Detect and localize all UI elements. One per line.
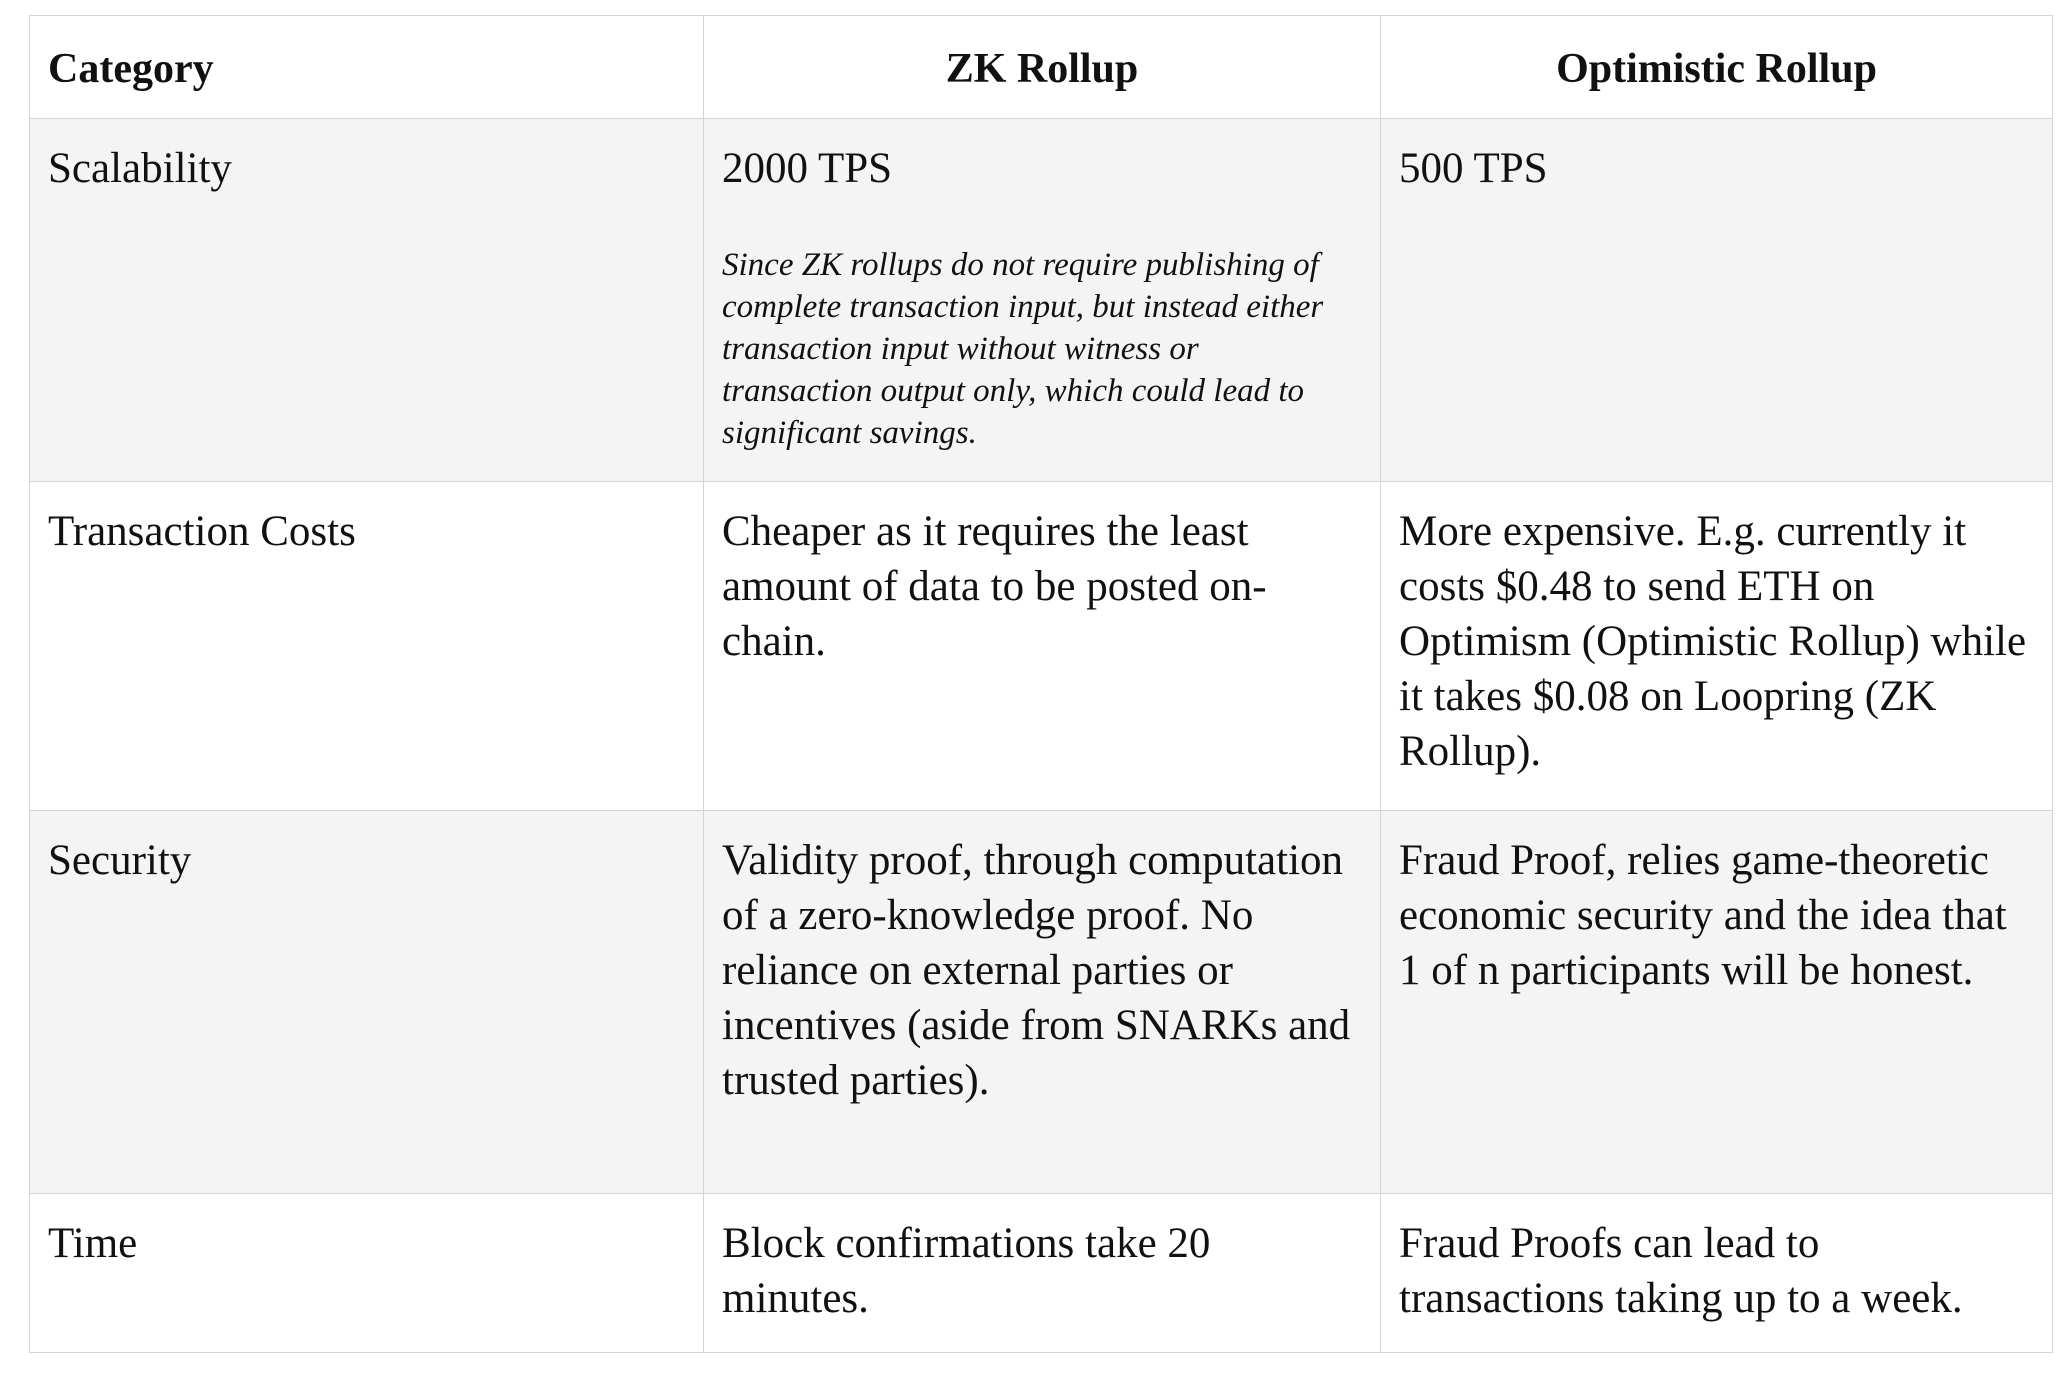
header-category: Category xyxy=(30,16,704,119)
cell-optimistic: Fraud Proof, relies game-theoretic economic security and the idea that 1 of n participants will be honest. xyxy=(1381,811,2053,1194)
comparison-table xyxy=(29,15,2053,1353)
cell-zk-value: 2000 TPS xyxy=(722,145,893,192)
header-row xyxy=(30,16,2053,119)
cell-zk-note: Since ZK rollups do not require publishing of complete transaction input, but instead either transaction input without witness or transaction output only, which could lead to significant savings. xyxy=(722,247,1324,451)
cell-category: Time xyxy=(30,1194,704,1353)
table-row xyxy=(30,1194,2053,1353)
cell-category: Transaction Costs xyxy=(30,482,704,811)
cell-category: Security xyxy=(30,811,704,1194)
header-optimistic-rollup: Optimistic Rollup xyxy=(1381,16,2053,119)
table-row xyxy=(30,119,2053,482)
table-header xyxy=(30,16,2053,119)
cell-zk: Cheaper as it requires the least amount of data to be posted on-chain. xyxy=(704,482,1381,811)
table-row xyxy=(30,482,2053,811)
cell-optimistic: More expensive. E.g. currently it costs $0.48 to send ETH on Optimism (Optimistic Rollup) while it takes $0.08 on Loopring (ZK Rollup). xyxy=(1381,482,2053,811)
table-row xyxy=(30,811,2053,1194)
cell-zk: Validity proof, through computation of a zero-knowledge proof. No reliance on external parties or incentives (aside from SNARKs and trusted parties). xyxy=(704,811,1381,1194)
cell-category: Scalability xyxy=(30,119,704,482)
table-body xyxy=(30,119,2053,1353)
cell-optimistic: Fraud Proofs can lead to transactions taking up to a week. xyxy=(1381,1194,2053,1353)
cell-zk xyxy=(704,119,1381,482)
header-zk-rollup: ZK Rollup xyxy=(704,16,1381,119)
cell-optimistic: 500 TPS xyxy=(1381,119,2053,482)
cell-zk: Block confirmations take 20 minutes. xyxy=(704,1194,1381,1353)
